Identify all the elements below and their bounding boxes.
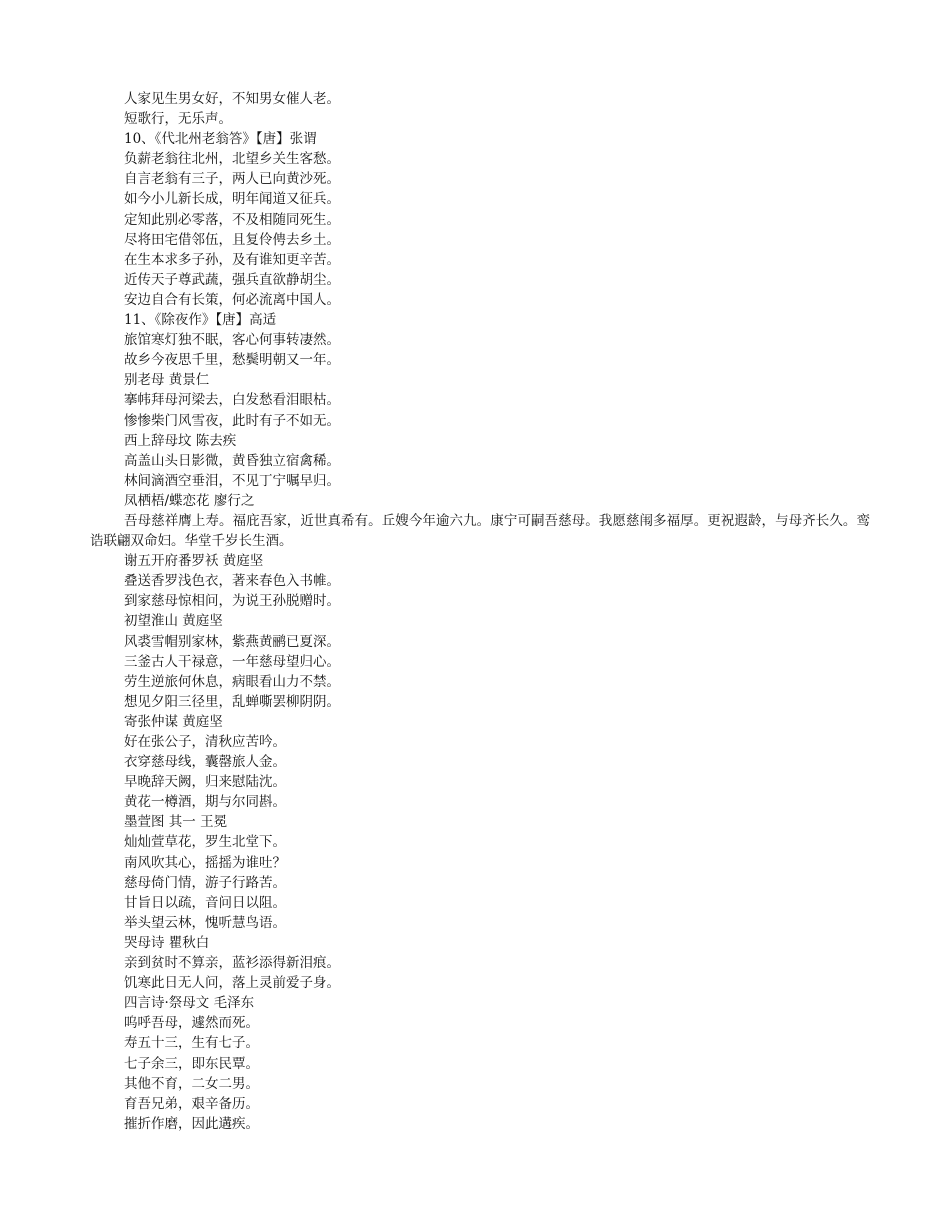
text-line: 其他不育，二女二男。 [124, 1075, 259, 1092]
text-line: 举头望云林，愧听慧鸟语。 [124, 914, 286, 931]
text-line: 哭母诗 瞿秋白 [124, 934, 210, 951]
text-line: 劳生逆旅何休息，病眼看山力不禁。 [124, 673, 340, 690]
text-line: 搴帏拜母河梁去，白发愁看泪眼枯。 [124, 392, 340, 409]
text-line: 饥寒此日无人问，落上灵前爱子身。 [124, 975, 340, 992]
text-line: 墨萱图 其一 王冕 [124, 814, 228, 831]
text-line: 谢五开府番罗袄 黄庭坚 [124, 553, 264, 570]
text-line: 人家见生男女好，不知男女催人老。 [124, 91, 340, 107]
text-line: 三釜古人干禄意，一年慈母望归心。 [124, 653, 340, 670]
poem-lines-bottom [90, 551, 870, 1134]
text-line: 林间滴酒空垂泪，不见丁宁嘱早归。 [124, 472, 340, 489]
text-line: 凤栖梧/蝶恋花 廖行之 [124, 492, 255, 509]
text-line: 育吾兄弟，艰辛备历。 [124, 1095, 259, 1112]
text-line: 叠送香罗浅色衣，著来春色入书帷。 [124, 573, 340, 590]
text-line: 灿灿萱草花，罗生北堂下。 [124, 834, 286, 851]
text-line: 自言老翁有三子，两人已向黄沙死。 [124, 171, 340, 188]
text-line: 安边自合有长策，何必流离中国人。 [124, 291, 340, 308]
text-line: 惨惨柴门风雪夜，此时有子不如无。 [124, 412, 340, 429]
text-line: 别老母 黄景仁 [124, 372, 210, 389]
text-line: 如今小儿新长成，明年闻道又征兵。 [124, 191, 340, 208]
text-line: 故乡今夜思千里，愁鬓明朝又一年。 [124, 352, 340, 369]
text-line: 定知此别必零落，不及相随同死生。 [124, 211, 340, 228]
text-line: 南风吹其心，摇摇为谁吐？ [124, 854, 286, 871]
text-line: 短歌行，无乐声。 [124, 111, 232, 128]
text-line: 亲到贫时不算亲，蓝衫添得新泪痕。 [124, 955, 340, 972]
text-line: 寄张仲谋 黄庭坚 [124, 713, 223, 730]
text-line: 11、《除夜作》【唐】高适 [124, 312, 277, 329]
text-line: 好在张公子，清秋应苦吟。 [124, 734, 286, 750]
text-line: 到家慈母惊相问，为说王孙脱赠时。 [124, 593, 340, 610]
text-line: 在生本求多子孙，及有谁知更辛苦。 [124, 251, 340, 268]
paragraph-fengqiwu: 吾母慈祥膺上寿。福庇吾家，近世真希有。丘嫂今年逾六九。康宁可嗣吾慈母。我愿慈闱多福厚。更祝遐龄，与母齐长久。鸾诰联翩双命妇。华堂千岁长生酒。 [90, 512, 870, 550]
text-line: 风裘雪帽别家林，紫燕黄鹂已夏深。 [124, 633, 340, 650]
document-body [90, 89, 870, 1134]
text-line: 甘旨日以疏，音问日以阻。 [124, 894, 286, 911]
text-line: 高盖山头日影微，黄昏独立宿禽稀。 [124, 452, 340, 469]
text-line: 早晚辞天阙，归来慰陆沈。 [124, 774, 286, 791]
text-line: 衣穿慈母线，囊罄旅人金。 [124, 754, 286, 771]
text-line: 黄花一樽酒，期与尔同斟。 [124, 794, 286, 811]
poem-lines-top [90, 89, 870, 511]
text-line: 初望淮山 黄庭坚 [124, 613, 223, 630]
text-line: 尽将田宅借邻伍，且复伶俜去乡土。 [124, 231, 340, 248]
text-line: 近传天子尊武蔬，强兵直欲静胡尘。 [124, 271, 340, 288]
text-line: 七子余三，即东民覃。 [124, 1055, 259, 1072]
text-line: 西上辞母坟 陈去疾 [124, 432, 237, 449]
text-line: 寿五十三，生有七子。 [124, 1035, 259, 1052]
text-line: 10、《代北州老翁答》【唐】张谓 [124, 131, 317, 148]
text-line: 旅馆寒灯独不眠，客心何事转凄然。 [124, 332, 340, 349]
text-line: 四言诗·祭母文 毛泽东 [124, 995, 255, 1012]
text-line: 慈母倚门情，游子行路苦。 [124, 874, 286, 891]
text-line: 呜呼吾母，遽然而死。 [124, 1015, 259, 1032]
text-line: 摧折作磨，因此遘疾。 [124, 1115, 259, 1132]
text-line: 想见夕阳三径里，乱蝉嘶罢柳阴阴。 [124, 693, 340, 710]
text-line: 负薪老翁往北州，北望乡关生客愁。 [124, 151, 340, 168]
